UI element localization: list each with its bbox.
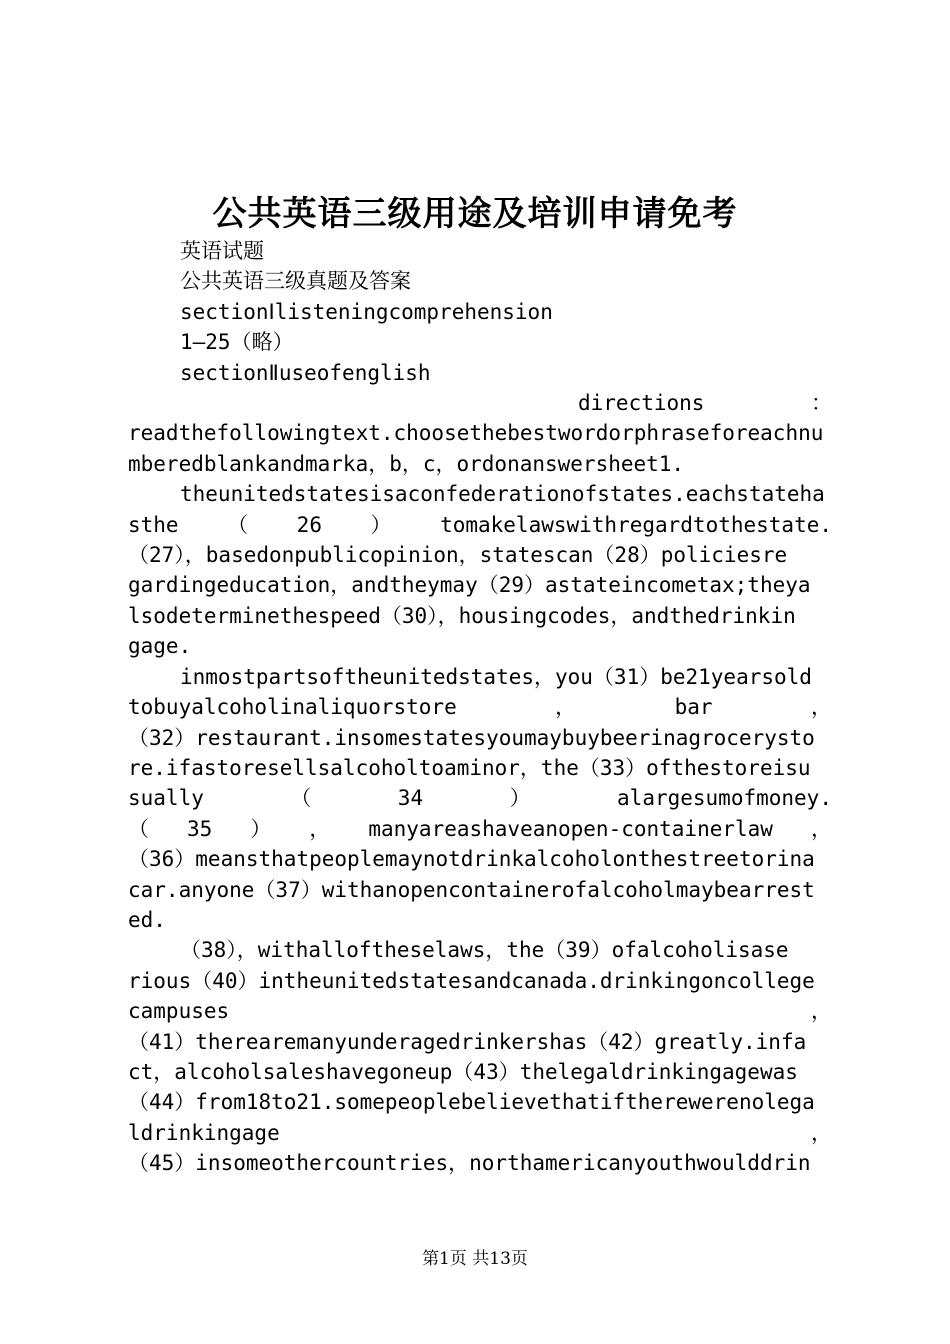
text-line: （44）from18to21.somepeoplebelievethatiftherewerenolega (128, 1090, 815, 1115)
text-span: manyareashaveanopen-containerlaw (368, 816, 773, 841)
text-span: alargesumofmoney. (617, 786, 832, 811)
text-line: （41）therearemanyunderagedrinkershas（42）greatly.infa (128, 1029, 807, 1054)
text-span: ， (810, 816, 832, 841)
paragraph-start (128, 935, 832, 965)
text-span: ） (250, 816, 272, 841)
text-span: sually (128, 786, 204, 811)
text-line: car.anyone（37）withanopencontainerofalcoholmaybearrest (128, 877, 815, 902)
justified-line (128, 814, 832, 844)
paragraph-start (128, 662, 832, 692)
text-span: theunitedstatesisaconfederationofstates.eachstateha (180, 482, 825, 507)
text-span: ， (811, 999, 832, 1024)
text-span: （ (128, 816, 149, 841)
text-span: ， (555, 695, 577, 720)
text-span: tobuyalcoholinaliquorstore (128, 695, 457, 720)
justified-line (128, 996, 832, 1026)
document-title: 公共英语三级用途及培训申请免考 (212, 194, 738, 234)
text-line: （45）insomeothercountries，northamericanyouthwoulddrin (128, 1151, 811, 1176)
text-line: readthefollowingtext.choosethebestwordorphraseforeachnu (128, 421, 824, 446)
text-line: sectionⅠlisteningcomprehension (180, 299, 553, 324)
text-span: （38），withalloftheselaws，the（39）ofalcoholisase (180, 938, 789, 963)
text-line: 英语试题 (180, 239, 264, 263)
directions-label: directions (578, 391, 705, 416)
text-line: sectionⅡuseofenglish (180, 360, 431, 385)
text-line: 1—25（略） (180, 330, 294, 355)
text-span: （ (227, 512, 249, 537)
text-line: lsodeterminethespeed（30），housingcodes，andthedrinkin (128, 603, 796, 628)
text-line: ct，alcoholsaleshavegoneup（43）thelegaldrinkingagewas (128, 1059, 798, 1084)
text-line: ed. (128, 907, 166, 932)
text-span: 35 (187, 816, 213, 841)
text-span: campuses (128, 999, 230, 1024)
directions-line (128, 388, 832, 418)
text-line: re.ifastoresellsalcoholtoaminor，the（33）ofthestoreisu (128, 755, 811, 780)
text-span: ， (811, 1120, 832, 1145)
text-span: 34 (397, 786, 424, 811)
text-line: gage. (128, 634, 192, 659)
justified-line (128, 510, 832, 540)
text-line: （36）meansthatpeoplemaynotdrinkalcoholonthestreetorina (128, 847, 815, 872)
text-line: 公共英语三级真题及答案 (180, 269, 411, 294)
text-span: ） (509, 786, 531, 811)
text-line: （27），basedonpublicopinion，statescan（28）policiesre (128, 543, 788, 568)
directions-colon: ： (811, 391, 832, 416)
text-span: ） (370, 512, 392, 537)
document-body (128, 236, 832, 1179)
text-line: （32）restaurant.insomestatesyoumaybuybeerinagrocerysto (128, 725, 815, 750)
justified-line (128, 783, 832, 813)
text-span: （ (290, 786, 312, 811)
text-span: ldrinkingage (128, 1120, 280, 1145)
justified-line (128, 692, 832, 722)
text-span: sthe (128, 512, 179, 537)
text-span: ， (309, 816, 331, 841)
text-span: ， (810, 695, 832, 720)
text-span: inmostpartsoftheunitedstates，you（31）be21yearsold (180, 664, 812, 689)
text-span: tomakelawswithregardtothestate. (440, 512, 832, 537)
text-span: 26 (296, 512, 322, 537)
text-line: gardingeducation，andtheymay（29）astateincometax;theya (128, 573, 811, 598)
page-footer: 第1页 共13页 (422, 1249, 528, 1269)
justified-line (128, 1118, 832, 1148)
paragraph-start (128, 479, 832, 509)
text-span: bar (674, 695, 713, 720)
text-line: mberedblankandmarka，b，c，ordonanswersheet1. (128, 451, 685, 476)
text-line: rious（40）intheunitedstatesandcanada.drinkingoncollege (128, 968, 815, 993)
